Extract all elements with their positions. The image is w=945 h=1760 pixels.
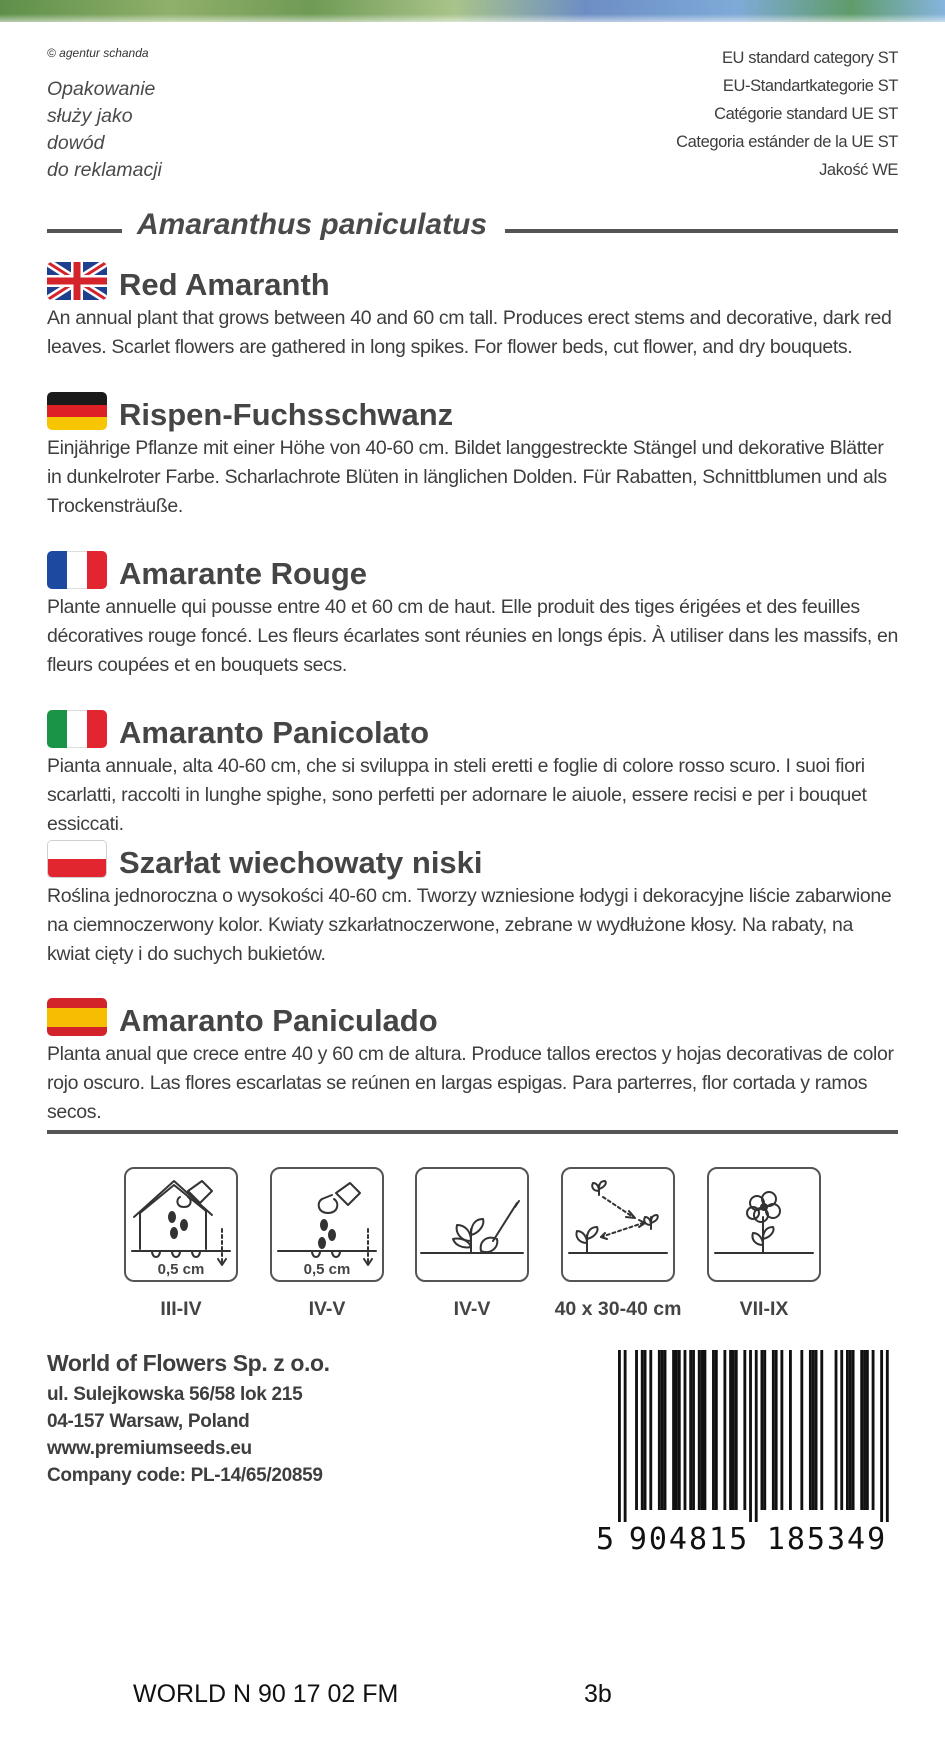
italy-flag-icon xyxy=(47,710,107,748)
section-german xyxy=(47,392,898,521)
barcode-bar xyxy=(658,1350,661,1510)
barcode-bars xyxy=(596,1350,898,1522)
section-title: Amarante Rouge xyxy=(119,556,368,591)
indoor-sowing-icon xyxy=(124,1167,238,1282)
barcode-bar xyxy=(704,1350,707,1510)
barcode-bar xyxy=(635,1350,638,1510)
agency-credit: © agentur schanda xyxy=(47,46,149,60)
barcode-bar xyxy=(749,1350,752,1522)
barcode-bar xyxy=(763,1350,766,1510)
barcode-bar xyxy=(715,1350,718,1510)
sowing-depth-label: 0,5 cm xyxy=(157,1261,205,1278)
barcode-bar xyxy=(723,1350,726,1510)
section-text: Planta anual que crece entre 40 y 60 cm de altura. Produce tallos erectos y hojas decorativas de color rojo oscuro. Las flores escarlatas se reúnen en largas espigas. Para parterres, flor cortada y ramos secos. xyxy=(47,1043,894,1123)
rule-line xyxy=(505,229,898,233)
barcode-digits-right: 185349 xyxy=(766,1522,888,1557)
barcode-bar xyxy=(684,1350,687,1510)
barcode-bar xyxy=(886,1350,889,1522)
company-address-city: 04-157 Warsaw, Poland xyxy=(47,1411,250,1432)
barcode-bar xyxy=(863,1350,866,1510)
barcode-bar xyxy=(743,1350,746,1510)
section-italian xyxy=(47,710,898,839)
sowing-depth-label: 0,5 cm xyxy=(303,1261,351,1278)
latin-name: Amaranthus paniculatus xyxy=(137,208,488,241)
barcode-bar xyxy=(661,1350,664,1510)
barcode-bar xyxy=(644,1350,647,1510)
barcode-bar xyxy=(641,1350,644,1510)
packaging-note-line: do reklamacji xyxy=(47,159,162,181)
barcode-bar xyxy=(675,1350,678,1510)
barcode-digits xyxy=(596,1522,898,1557)
plant-spacing-icon xyxy=(561,1167,675,1282)
divider-line xyxy=(47,1130,898,1134)
barcode-digit-first: 5 xyxy=(596,1522,615,1557)
section-title: Amaranto Panicolato xyxy=(119,715,430,750)
rule-line xyxy=(47,229,122,233)
barcode-bar xyxy=(835,1350,838,1510)
packaging-note xyxy=(47,76,162,184)
section-title: Rispen-Fuchsschwanz xyxy=(119,397,454,432)
barcode-bar xyxy=(701,1350,704,1510)
section-title: Red Amaranth xyxy=(119,267,330,302)
barcode-bar xyxy=(689,1350,692,1510)
company-address-street: ul. Sulejkowska 56/58 lok 215 xyxy=(47,1384,303,1405)
transplanting-icon xyxy=(415,1167,529,1282)
barcode-bar xyxy=(846,1350,849,1510)
barcode-bar xyxy=(678,1350,681,1510)
company-info xyxy=(47,1350,330,1489)
barcode-bar xyxy=(732,1350,735,1510)
poland-flag-icon xyxy=(47,840,107,878)
indoor-sowing-period: III-IV xyxy=(160,1298,202,1320)
company-name: World of Flowers Sp. z o.o. xyxy=(47,1350,330,1376)
section-text: An annual plant that grows between 40 and 60 cm tall. Produces erect stems and decorative, dark red leaves. Scarlet flowers are gathered in long spikes. For flower beds, cut flower, and dry bouquets. xyxy=(47,307,892,358)
company-code: Company code: PL-14/65/20859 xyxy=(47,1465,323,1486)
barcode-bar xyxy=(815,1350,818,1510)
section-title: Szarłat wiechowaty niski xyxy=(119,845,483,880)
eu-standard-line: EU-Standartkategorie ST xyxy=(722,77,898,95)
flowering-period: VII-IX xyxy=(739,1298,789,1320)
latin-name-row xyxy=(47,208,898,248)
plant-spacing-value: 40 x 30-40 cm xyxy=(554,1298,682,1320)
section-english xyxy=(47,262,898,362)
barcode-bar xyxy=(755,1350,758,1522)
flower-photo-strip xyxy=(0,0,945,22)
barcode-bar xyxy=(729,1350,732,1510)
eu-standard-line: Catégorie standard UE ST xyxy=(714,105,898,123)
version-code: 3b xyxy=(584,1680,612,1708)
packaging-note-line: Opakowanie xyxy=(47,78,156,100)
barcode-bar xyxy=(809,1350,812,1510)
barcode-bar xyxy=(712,1350,715,1510)
barcode-bar xyxy=(698,1350,701,1510)
section-polish xyxy=(47,840,898,969)
barcode xyxy=(596,1350,898,1557)
barcode-bar xyxy=(664,1350,667,1510)
barcode-bar xyxy=(880,1350,883,1522)
barcode-bar xyxy=(780,1350,783,1510)
company-website: www.premiumseeds.eu xyxy=(47,1438,252,1459)
eu-standard-block xyxy=(676,44,898,184)
section-text: Pianta annuale, alta 40-60 cm, che si sviluppa in steli eretti e foglie di colore rosso scuro. I suoi fiori scarlatti, raccolti in lunghe spighe, sono perfetti per adornare le aiuole, essere recisi e per i bouquet essiccati. xyxy=(47,755,867,835)
packaging-note-line: służy jako xyxy=(47,105,133,127)
eu-standard-line: Jakość WE xyxy=(819,161,898,179)
uk-flag-icon xyxy=(47,262,107,300)
germany-flag-icon xyxy=(47,392,107,430)
barcode-bar xyxy=(672,1350,675,1510)
eu-standard-line: Categoria estánder de la UE ST xyxy=(676,133,898,151)
barcode-bar xyxy=(761,1350,764,1510)
eu-standard-line: EU standard category ST xyxy=(721,49,898,67)
section-french xyxy=(47,551,898,680)
barcode-bar xyxy=(618,1350,621,1522)
barcode-bar xyxy=(812,1350,815,1510)
packaging-note-line: dowód xyxy=(47,132,105,154)
outdoor-sowing-icon xyxy=(270,1167,384,1282)
section-text: Einjährige Pflanze mit einer Höhe von 40-60 cm. Bildet langgestreckte Stängel und dekorative Blätter in dunkelroter Farbe. Scharlachrote Blüten in länglichen Dolden. Für Rabatten, Schnittblumen und als Trockensträuße. xyxy=(47,437,887,517)
barcode-bar xyxy=(789,1350,792,1510)
product-code: WORLD N 90 17 02 FM xyxy=(133,1680,399,1708)
barcode-bar xyxy=(852,1350,855,1510)
barcode-bar xyxy=(872,1350,875,1510)
barcode-bar xyxy=(735,1350,738,1510)
barcode-bar xyxy=(772,1350,775,1510)
section-title: Amaranto Paniculado xyxy=(119,1003,438,1038)
flowering-icon xyxy=(707,1167,821,1282)
france-flag-icon xyxy=(47,551,107,589)
section-text: Roślina jednoroczna o wysokości 40-60 cm. Tworzy wzniesione łodygi i dekoracyjne liście zabarwione na ciemnoczerwony kolor. Kwiaty szkarłatnoczerwone, zebrane w wydłużone kłosy. Na rabaty, na kwiat cięty i do suchych bukietów. xyxy=(47,885,892,965)
transplanting-period: IV-V xyxy=(453,1298,491,1320)
barcode-bar xyxy=(624,1350,627,1522)
outdoor-sowing-period: IV-V xyxy=(308,1298,346,1320)
section-spanish xyxy=(47,998,898,1127)
barcode-bar xyxy=(866,1350,869,1510)
barcode-bar xyxy=(800,1350,803,1510)
barcode-bar xyxy=(649,1350,652,1510)
section-text: Plante annuelle qui pousse entre 40 et 60 cm de haut. Elle produit des tiges érigées et des feuilles décoratives rouge foncé. Les fleurs écarlates sont réunies en longs épis. À utiliser dans les massifs, en fleurs coupées et en bouquets secs. xyxy=(47,596,898,676)
spain-flag-icon xyxy=(47,998,107,1036)
barcode-bar xyxy=(860,1350,863,1510)
barcode-bar xyxy=(692,1350,695,1510)
barcode-bar xyxy=(840,1350,843,1510)
barcode-bar xyxy=(775,1350,778,1510)
barcode-bar xyxy=(820,1350,823,1510)
barcode-bar xyxy=(849,1350,852,1510)
barcode-digits-left: 904815 xyxy=(628,1522,750,1557)
